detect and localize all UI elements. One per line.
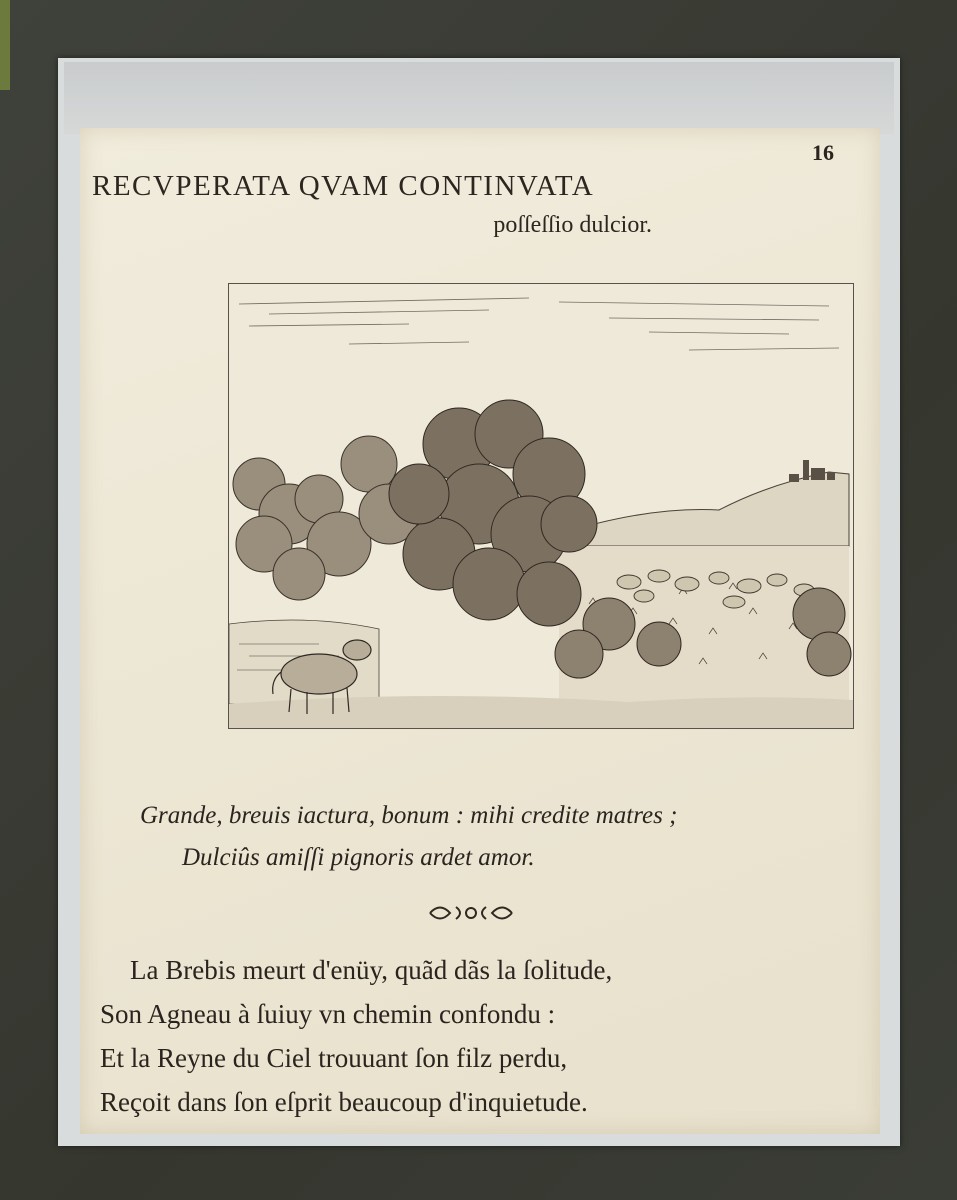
motto-subtitle: poſſeſſio dulcior. bbox=[493, 212, 652, 238]
sky-hatching bbox=[239, 298, 839, 350]
engraving-illustration bbox=[228, 283, 854, 729]
french-verse-line-4: Reçoit dans ſon eſprit beaucoup d'inquietude. bbox=[100, 1087, 588, 1117]
latin-verse-line-2: Dulciûs amiſſi pignoris ardet amor. bbox=[182, 844, 535, 871]
tissue-top-band bbox=[64, 62, 894, 134]
engraving-drawing bbox=[229, 284, 853, 728]
green-mount-edge bbox=[0, 0, 10, 90]
french-verse-line-3: Et la Reyne du Ciel trouuant ſon filz perdu, bbox=[100, 1043, 568, 1073]
tree-cluster-center bbox=[389, 400, 597, 626]
tree-cluster-left bbox=[233, 436, 419, 600]
french-verse-line-2: Son Agneau à ſuiuy vn chemin confondu : bbox=[100, 999, 556, 1029]
fleuron-ornament-icon bbox=[426, 898, 516, 928]
french-verse-line-1: La Brebis meurt d'enüy, quãd dãs la ſolitude, bbox=[130, 955, 613, 985]
motto-title: RECVPERATA QVAM CONTINVATA bbox=[92, 170, 595, 202]
foreground-ground bbox=[229, 696, 853, 728]
page-number: 16 bbox=[812, 140, 834, 165]
latin-verse bbox=[140, 795, 860, 879]
french-verse bbox=[100, 948, 860, 1124]
latin-verse-line-1: Grande, breuis iactura, bonum : mihi credite matres ; bbox=[140, 802, 678, 829]
distant-hills bbox=[559, 472, 849, 546]
hilltop-town bbox=[789, 460, 835, 482]
